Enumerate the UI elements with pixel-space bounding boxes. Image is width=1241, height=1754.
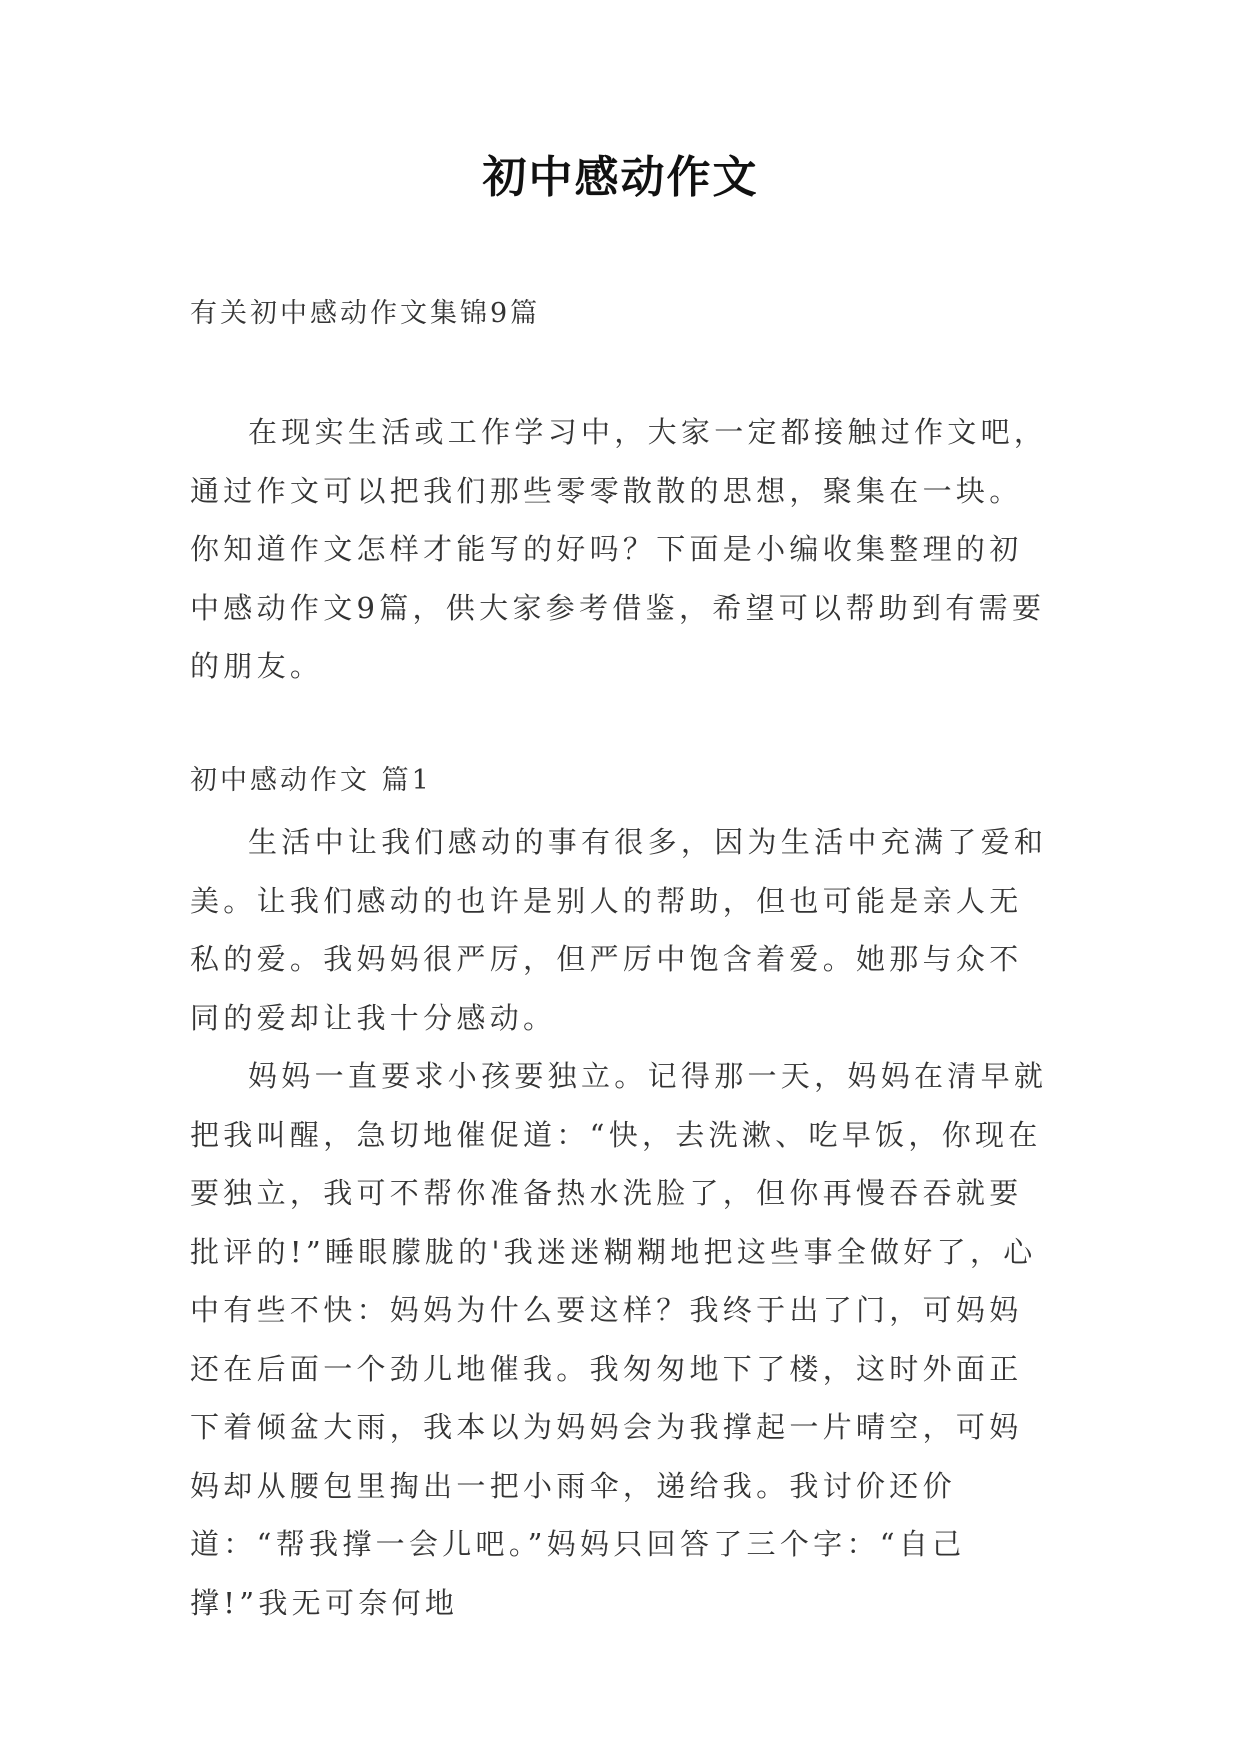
intro-paragraph: 在现实生活或工作学习中，大家一定都接触过作文吧，通过作文可以把我们那些零零散散的思想，聚集在一块。你知道作文怎样才能写的好吗？下面是小编收集整理的初中感动作文9篇，供大家参考借鉴，希望可以帮助到有需要的朋友。 [190, 415, 1048, 683]
section-paragraph: 生活中让我们感动的事有很多，因为生活中充满了爱和美。让我们感动的也许是别人的帮助，但也可能是亲人无私的爱。我妈妈很严厉，但严厉中饱含着爱。她那与众不同的爱却让我十分感动。 [190, 825, 1048, 1035]
document-title: 初中感动作文 [482, 152, 759, 203]
section-heading: 初中感动作文 篇1 [190, 765, 432, 796]
section-paragraph: 妈妈一直要求小孩要独立。记得那一天，妈妈在清早就把我叫醒，急切地催促道：“快，去洗漱、吃早饭，你现在要独立，我可不帮你准备热水洗脸了，但你再慢吞吞就要批评的!”睡眼朦胧的'我迷迷糊糊地把这些事全做好了，心中有些不快：妈妈为什么要这样？我终于出了门，可妈妈还在后面一个劲儿地催我。我匆匆地下了楼，这时外面正下着倾盆大雨，我本以为妈妈会为我撑起一片晴空，可妈妈却从腰包里掏出一把小雨伞，递给我。我讨价还价道：“帮我撑一会儿吧。”妈妈只回答了三个字：“自己撑!”我无可奈何地 [190, 1059, 1048, 1620]
intro-block [190, 403, 1050, 696]
section-body [190, 813, 1050, 1632]
document-subtitle: 有关初中感动作文集锦9篇 [190, 298, 541, 329]
